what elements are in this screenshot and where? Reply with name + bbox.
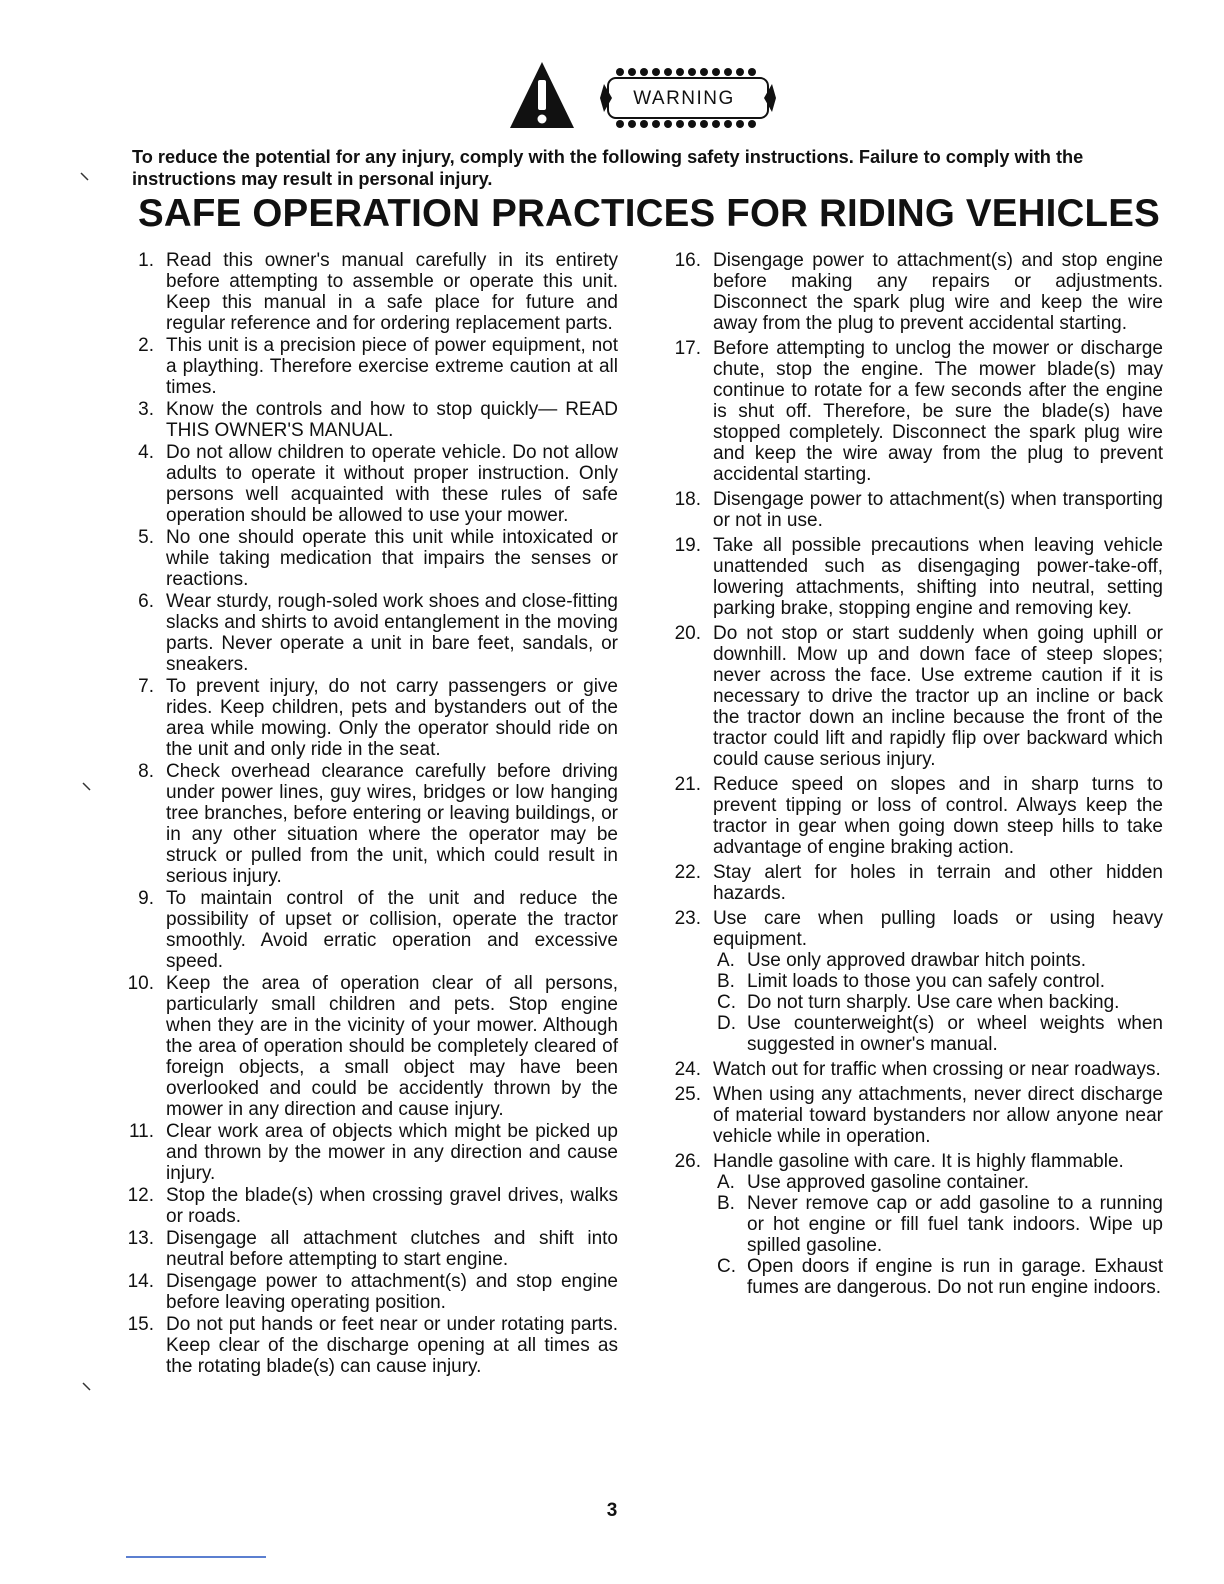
sub-item-text: Do not turn sharply. Use care when backing. (747, 992, 1120, 1013)
list-item (667, 623, 1163, 770)
list-item (667, 1084, 1163, 1147)
page-number: 3 (606, 1500, 618, 1521)
margin-mark (80, 172, 90, 182)
item-number: 9. (138, 888, 154, 909)
item-text: Before attempting to unclog the mower or discharge chute, stop the engine. The mower blade(s) may continue to rotate for a few seconds after the engine is shut off. Therefore, be sure the blade(s) have stopped completely. Disconnect the spark plug wire and keep the wire away from the plug to prevent accidental starting. (713, 338, 1163, 485)
sub-item-letter: A. (717, 1172, 735, 1193)
item-number: 26. (674, 1151, 701, 1172)
sub-item-text: Never remove cap or add gasoline to a running or hot engine or fill fuel tank indoors. Wipe up spilled gasoline. (747, 1193, 1163, 1256)
sub-item-text: Use approved gasoline container. (747, 1172, 1030, 1193)
item-number: 17. (674, 338, 701, 359)
list-item (124, 1314, 618, 1377)
item-number: 13. (127, 1228, 154, 1249)
sub-item (713, 1172, 1163, 1193)
item-text: Keep the area of operation clear of all persons, particularly small children and pets. Stop engine when they are in the vicinity of your mower. Although the area of operation should be completely cleared of foreign objects, a small object may have been overlooked and could be accidently thrown by the mower in any direction and cause injury. (166, 973, 618, 1120)
item-number: 15. (127, 1314, 154, 1335)
list-item (124, 250, 618, 334)
right-column (667, 250, 1163, 1302)
list-item (124, 676, 618, 760)
sub-item (713, 1193, 1163, 1256)
sub-item-text: Use only approved drawbar hitch points. (747, 950, 1087, 971)
item-number: 12. (127, 1185, 154, 1206)
list-item (124, 591, 618, 675)
item-text: This unit is a precision piece of power equipment, not a plaything. Therefore exercise extreme caution at all times. (166, 335, 618, 398)
list-item (124, 399, 618, 441)
list-item (667, 774, 1163, 858)
list-item (667, 862, 1163, 904)
list-item (124, 1228, 618, 1270)
item-text: Do not stop or start suddenly when going uphill or downhill. Mow up and down face of steep slopes; never across the face. Use extreme caution if it is necessary to drive the tractor up an incline or back the tractor down an incline because the front of the tractor could lift and rapidly flip over backward which could cause serious injury. (713, 623, 1163, 770)
list-item (667, 250, 1163, 334)
item-number: 19. (674, 535, 701, 556)
item-text: Know the controls and how to stop quickly— READ THIS OWNER'S MANUAL. (166, 399, 618, 441)
item-number: 24. (674, 1059, 701, 1080)
item-number: 10. (127, 973, 154, 994)
warning-label: WARNING (633, 88, 735, 109)
sub-item-text: Open doors if engine is run in garage. Exhaust fumes are dangerous. Do not run engine indoors. (747, 1256, 1163, 1298)
sub-item (713, 992, 1163, 1013)
item-text: Handle gasoline with care. It is highly flammable. (713, 1151, 1124, 1172)
margin-mark (82, 782, 92, 792)
item-text: Stay alert for holes in terrain and other hidden hazards. (713, 862, 1163, 904)
item-number: 18. (674, 489, 701, 510)
item-number: 5. (138, 527, 154, 548)
item-text: Watch out for traffic when crossing or near roadways. (713, 1059, 1161, 1080)
sub-item (713, 971, 1163, 992)
list-item (124, 1121, 618, 1184)
item-number: 21. (674, 774, 701, 795)
item-number: 20. (674, 623, 701, 644)
sub-item-letter: A. (717, 950, 735, 971)
item-text: Reduce speed on slopes and in sharp turns to prevent tipping or loss of control. Always keep the tractor in gear when going down steep hills to take advantage of engine braking action. (713, 774, 1163, 858)
sub-item (713, 1013, 1163, 1055)
item-text: Disengage power to attachment(s) and stop engine before making any repairs or adjustments. Disconnect the spark plug wire and keep the wire away from the plug to prevent accidental starting. (713, 250, 1163, 334)
sub-item (713, 1256, 1163, 1298)
item-text: To prevent injury, do not carry passengers or give rides. Keep children, pets and bystanders out of the area while mowing. Only the operator should ride on the unit and only ride in the seat. (166, 676, 618, 760)
item-number: 14. (127, 1271, 154, 1292)
item-text: When using any attachments, never direct discharge of material toward bystanders nor allow anyone near vehicle while in operation. (713, 1084, 1163, 1147)
item-number: 3. (138, 399, 154, 420)
margin-mark (82, 1382, 92, 1392)
item-text: Read this owner's manual carefully in its entirety before attempting to assemble or operate this unit. Keep this manual in a safe place for future and regular reference and for ordering replacement parts. (166, 250, 618, 334)
list-item (124, 888, 618, 972)
item-text: Clear work area of objects which might be picked up and thrown by the mower in any direction and cause injury. (166, 1121, 618, 1184)
sub-item-letter: C. (717, 1256, 736, 1277)
item-text: Disengage all attachment clutches and shift into neutral before attempting to start engine. (166, 1228, 618, 1270)
item-text: Stop the blade(s) when crossing gravel drives, walks or roads. (166, 1185, 618, 1227)
item-text: Do not put hands or feet near or under rotating parts. Keep clear of the discharge opening at all times as the rotating blade(s) can cause injury. (166, 1314, 618, 1377)
list-item (124, 1271, 618, 1313)
sub-item (713, 950, 1163, 971)
item-number: 23. (674, 908, 701, 929)
sub-item-letter: C. (717, 992, 736, 1013)
item-number: 4. (138, 442, 154, 463)
item-text: Do not allow children to operate vehicle. Do not allow adults to operate it without proper instruction. Only persons well acquainted with these rules of safe operation should be allowed to use your mower. (166, 442, 618, 526)
list-item (124, 761, 618, 887)
list-item (124, 442, 618, 526)
item-number: 22. (674, 862, 701, 883)
item-number: 16. (674, 250, 701, 271)
list-item (667, 489, 1163, 531)
item-number: 1. (138, 250, 154, 271)
item-text: Take all possible precautions when leaving vehicle unattended such as disengaging power-take-off, lowering attachments, shifting into neutral, setting parking brake, stopping engine and removing key. (713, 535, 1163, 619)
item-number: 7. (138, 676, 154, 697)
item-text: To maintain control of the unit and reduce the possibility of upset or collision, operate the tractor smoothly. Avoid erratic operation and excessive speed. (166, 888, 618, 972)
list-item (667, 338, 1163, 485)
list-item (124, 1185, 618, 1227)
list-item (667, 535, 1163, 619)
list-item (124, 527, 618, 590)
sub-item-letter: D. (717, 1013, 736, 1034)
list-item (124, 335, 618, 398)
list-item (667, 908, 1163, 1055)
item-number: 2. (138, 335, 154, 356)
left-column (124, 250, 618, 1378)
item-text: No one should operate this unit while intoxicated or while taking medication that impairs the senses or reactions. (166, 527, 618, 590)
item-text: Use care when pulling loads or using heavy equipment. (713, 908, 1163, 950)
sub-item-letter: B. (717, 1193, 735, 1214)
item-number: 25. (674, 1084, 701, 1105)
warning-triangle-icon (510, 62, 574, 128)
item-text: Disengage power to attachment(s) and stop engine before leaving operating position. (166, 1271, 618, 1313)
item-number: 8. (138, 761, 154, 782)
item-text: Disengage power to attachment(s) when transporting or not in use. (713, 489, 1163, 531)
sub-item-letter: B. (717, 971, 735, 992)
item-number: 11. (128, 1121, 154, 1142)
list-item (667, 1059, 1163, 1080)
list-item (667, 1151, 1163, 1298)
intro-text: To reduce the potential for any injury, comply with the following safety instructions. Failure to comply with the instructions may result in personal injury. (132, 147, 1084, 189)
footer-rule (126, 1556, 266, 1558)
sub-item-text: Limit loads to those you can safely control. (747, 971, 1106, 992)
item-text: Wear sturdy, rough-soled work shoes and close-fitting slacks and shirts to avoid entanglement in the moving parts. Never operate a unit in bare feet, sandals, or sneakers. (166, 591, 618, 675)
item-text: Check overhead clearance carefully before driving under power lines, guy wires, bridges or low hanging tree branches, before entering or leaving buildings, or in any other situation where the operator may be struck or pulled from the unit, which could result in serious injury. (166, 761, 618, 887)
page-title: SAFE OPERATION PRACTICES FOR RIDING VEHICLES (138, 192, 1161, 235)
sub-item-text: Use counterweight(s) or wheel weights when suggested in owner's manual. (747, 1013, 1163, 1055)
list-item (124, 973, 618, 1120)
item-number: 6. (138, 591, 154, 612)
